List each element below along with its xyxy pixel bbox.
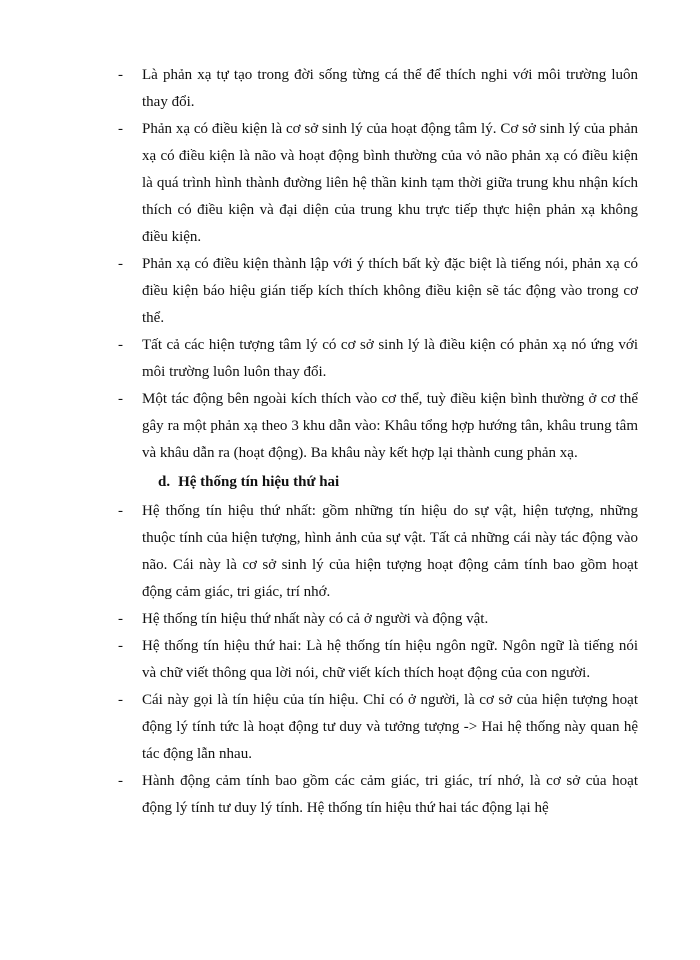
section-heading — [118, 469, 638, 496]
list-bullet: - — [118, 67, 123, 83]
list-bullet: - — [118, 121, 123, 137]
list-item — [118, 116, 638, 251]
list-bullet: - — [118, 638, 123, 654]
list-item — [118, 606, 638, 633]
document-body — [118, 62, 638, 822]
list-item-text: Phản xạ có điều kiện là cơ sở sinh lý của hoạt động tâm lý. Cơ sở sinh lý của phản xạ có điều kiện là não và hoạt động bình thường của vỏ não phản xạ có điều kiện là quá trình hình thành đường liên hệ thần kinh tạm thời giữa trung khu nhận kích thích có điều kiện và đại diện của trung khu trực tiếp thực hiện phản xạ không điều kiện. — [142, 121, 638, 245]
list-item-text: Là phản xạ tự tạo trong đời sống từng cá thể để thích nghi với môi trường luôn thay đổi. — [142, 67, 638, 110]
list-item — [118, 332, 638, 386]
list-item — [118, 386, 638, 467]
list-bullet: - — [118, 391, 123, 407]
section-heading-label: d. — [158, 474, 171, 490]
list-item-text: Tất cả các hiện tượng tâm lý có cơ sở sinh lý là điều kiện có phản xạ nó ứng với môi trường luôn luôn thay đổi. — [142, 337, 638, 380]
list-item-text: Hệ thống tín hiệu thứ hai: Là hệ thống tín hiệu ngôn ngữ. Ngôn ngữ là tiếng nói và chữ viết thông qua lời nói, chữ viết kích thích hoạt động của con người. — [142, 638, 638, 681]
list-item — [118, 498, 638, 606]
list-item-text: Cái này gọi là tín hiệu của tín hiệu. Chỉ có ở người, là cơ sở của hiện tượng hoạt động lý tính tức là hoạt động tư duy và tưởng tượng -> Hai hệ thống này quan hệ tác động lẫn nhau. — [142, 692, 638, 762]
list-item-text: Hệ thống tín hiệu thứ nhất này có cả ở người và động vật. — [142, 611, 489, 627]
list-bullet: - — [118, 503, 123, 519]
list-bullet: - — [118, 611, 123, 627]
list-item — [118, 768, 638, 822]
list-item — [118, 633, 638, 687]
list-item-text: Hệ thống tín hiệu thứ nhất: gồm những tín hiệu do sự vật, hiện tượng, những thuộc tính của hiện tượng, hình ảnh của sự vật. Tất cả những cái này tác động vào não. Cái này là cơ sở sinh lý của hiện tượng hoạt động cảm tính bao gồm hoạt động cảm giác, tri giác, trí nhớ. — [142, 503, 638, 600]
list-bullet: - — [118, 337, 123, 353]
list-bullet: - — [118, 692, 123, 708]
list-item-text: Hành động cảm tính bao gồm các cảm giác, tri giác, trí nhớ, là cơ sở của hoạt động lý tính tư duy lý tính. Hệ thống tín hiệu thứ hai tác động lại hệ — [142, 773, 638, 816]
list-bullet: - — [118, 773, 123, 789]
section-heading-title: Hệ thống tín hiệu thứ hai — [178, 474, 340, 490]
list-item-text: Phản xạ có điều kiện thành lập với ý thích bất kỳ đặc biệt là tiếng nói, phản xạ có điều kiện báo hiệu gián tiếp kích thích không điều kiện sẽ tác động vào trong cơ thể. — [142, 256, 638, 326]
list-item — [118, 687, 638, 768]
list-item-text: Một tác động bên ngoài kích thích vào cơ thể, tuỳ điều kiện bình thường ở cơ thể gây ra một phản xạ theo 3 khu dẫn vào: Khâu tổng hợp hướng tân, khâu trung tâm và khâu dẫn ra (hoạt động). Ba khâu này kết hợp lại thành cung phản xạ. — [142, 391, 638, 461]
list-item — [118, 251, 638, 332]
list-item — [118, 62, 638, 116]
list-bullet: - — [118, 256, 123, 272]
